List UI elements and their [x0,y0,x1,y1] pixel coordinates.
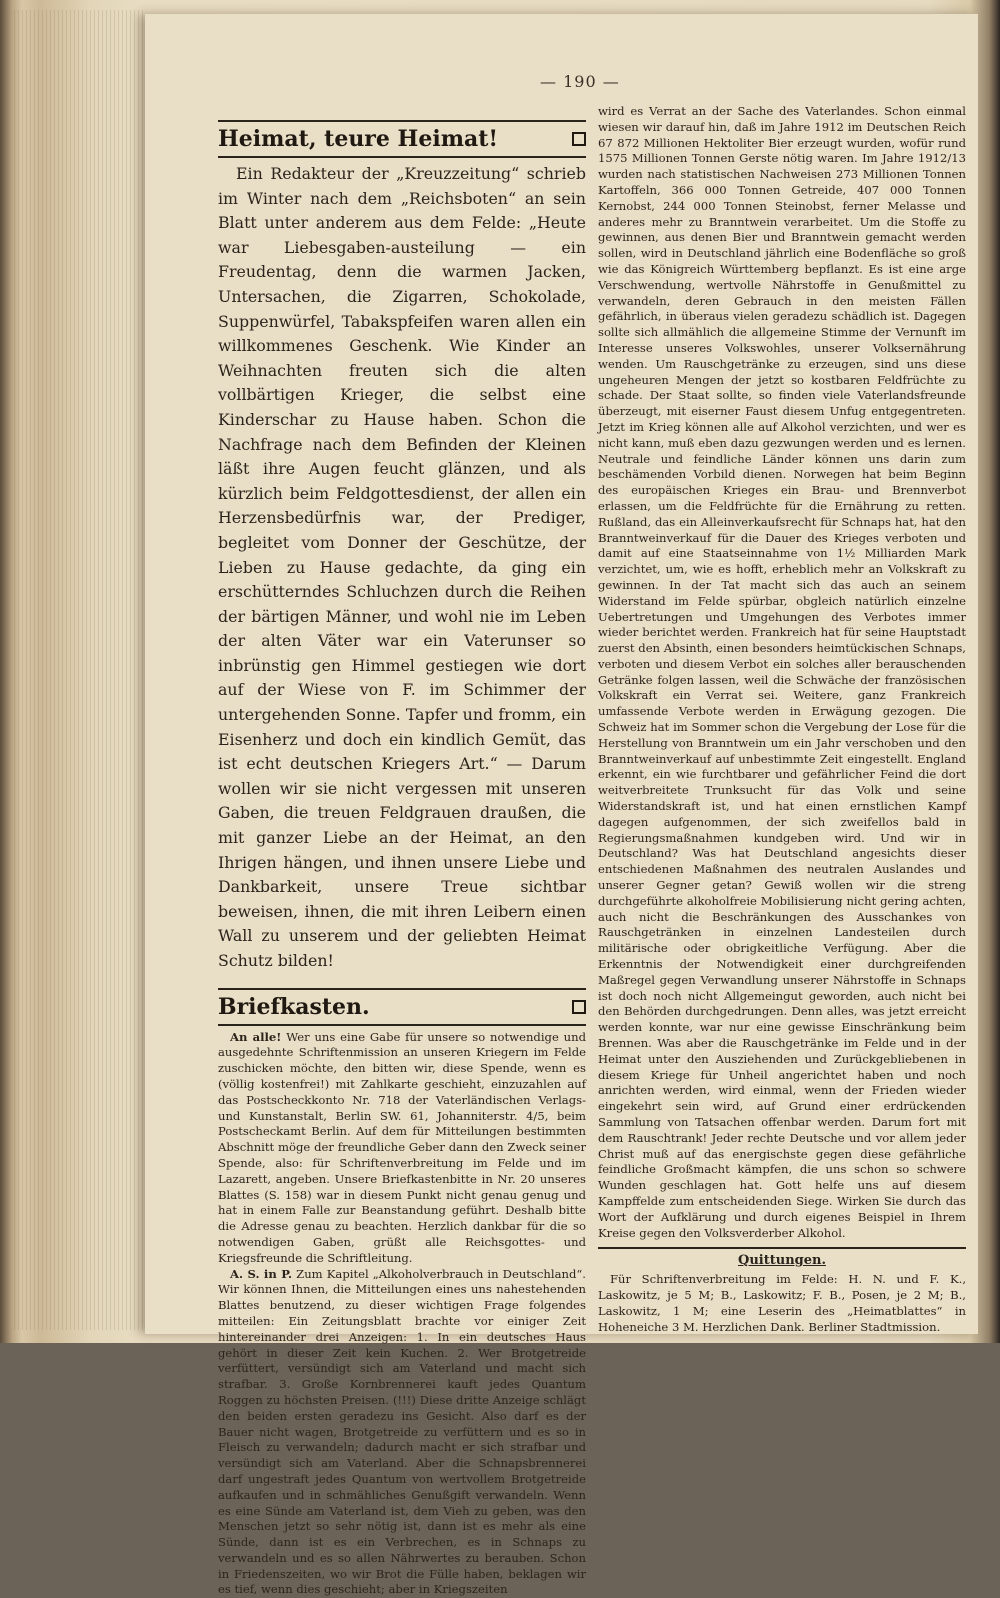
right-column [598,104,966,1336]
article-continuation [598,104,966,1241]
letter-as-in-p [218,1267,586,1598]
divider [218,156,586,158]
divider [218,120,586,122]
letter-lead: An alle! [230,1029,282,1044]
letter-an-alle [218,1030,586,1267]
continuation-text: wird es Verrat an der Sache des Vaterlandes. Schon einmal wiesen wir darauf hin, daß im Jahre 1912 im Deutschen Reich 67 872 Millionen Hektoliter Bier erzeugt wurden, wofür rund 1575 Millionen Tonnen Gerste nötig waren. Im Jahre 1912/13 wurden nach statistischen Nachweisen 273 Millionen Tonnen Kartoffeln, 366 000 Tonnen Getreide, 407 000 Tonnen Kernobst, 244 000 Tonnen Steinobst, ferner Melasse und anderes mehr zu Branntwein verarbeitet. Um die Stoffe zu gewinnen, aus denen Bier und Branntwein gemacht werden sollen, wird in Deutschland jährlich eine Bodenfläche so groß wie das Königreich Württemberg bepflanzt. Es ist eine arge Verschwendung, wertvolle Nährstoffe in Genußmittel zu verwandeln, deren Gebrauch in den meisten Fällen gefährlich, in überaus vielen geradezu schädlich ist. Dagegen sollte sich allmählich die allgemeine Stimme der Vernunft im Interesse unseres Volkswohles, unserer Volksernährung wenden. Um Rauschgetränke zu erzeugen, sind uns diese ungeheuren Mengen der jetzt so kostbaren Feldfrüchte zu schade. Der Staat sollte, so finden viele Vaterlandsfreunde überzeugt, mit eiserner Faust diesem Unfug entgegentreten. Jetzt im Krieg können alle auf Alkohol verzichten, und wer es nicht kann, muß eben dazu gezwungen werden und es lernen. Neutrale und feindliche Länder können uns darin zum beschämenden Vorbild dienen. Norwegen hat beim Beginn des europäischen Krieges ein Brau- und Brennverbot erlassen, um die Feldfrüchte für die Ernährung zu retten. Rußland, das ein Alleinverkaufsrecht für Schnaps hat, hat den Branntweinverkauf für die Dauer des Krieges verboten und damit auf eine Staatseinnahme von 1½ Milliarden Mark verzichtet, um, wie es hofft, erheblich mehr an Volkskraft zu gewinnen. In der Tat macht sich das auch an seinem Widerstand im Felde spürbar, obgleich natürlich einzelne Uebertretungen und Umgehungen des Verbotes immer wieder berichtet werden. Frankreich hat für seine Hauptstadt zuerst den Absinth, einen besonders heimtückischen Schnaps, verboten und diesem Verbot ein solches aller berauschenden Getränke folgen lassen, weil die Schwäche der französischen Volkskraft ein Verrat sei. Weitere, ganz Frankreich umfassende Verbote werden in Erwägung gezogen. Die Schweiz hat im Sommer schon die Vergebung der Lose für die Herstellung von Branntwein um ein Jahr verschoben und den Branntweinverkauf auf unbestimmte Zeit eingestellt. England erkennt, ein wie furchtbarer und gefährlicher Feind die dort weitverbreitete Trunksucht für das Volk und seine Widerstandskraft ist, und hat einen ernstlichen Kampf dagegen aufgenommen, der sich zweifellos bald in Regierungsmaßnahmen kundgeben wird. Und wir in Deutschland? Was hat Deutschland angesichts dieser entschiedenen Maßnahmen des neutralen Auslandes und unserer Gegner getan? Gewiß wollen wir die streng durchgeführte alkoholfreie Mobilisierung nicht gering achten, auch nicht die Beschränkungen des Ausschankes von Rauschgetränken in einzelnen Landesteilen durch militärische oder obrigkeitliche Verfügung. Aber die Erkenntnis der Notwendigkeit einer durchgreifenden Maßregel gegen Verwandlung unserer Nährstoffe in Schnaps ist doch noch nicht Allgemeingut geworden, auch nicht bei den Behörden durchgedrungen. Denn alles, was jetzt erreicht werden konnte, war nur eine gewisse Einschränkung beim Brennen. Was aber die Rauschgetränke im Felde und in der Heimat unter den Ausziehenden und Zurückgebliebenen in diesem Kriege für Unheil angerichtet haben und noch anrichten werden, wird einmal, wenn der Frieden wieder eingekehrt sein wird, auf Grund einer erdrückenden Sammlung von Tatsachen offenbar werden. Darum fort mit dem Rauschtrank! Jeder rechte Deutsche und vor allem jeder Christ muß auf das energischste gegen diese gefährliche feindliche Großmacht kämpfen, die uns schon so schwere Wunden geschlagen hat. Gott helfe uns auf diesem Kampffelde zum entscheidenden Siege. Wirken Sie durch das Wort der Aufklärung und durch eigenes Beispiel in Ihrem Kreise gegen den Volksverderber Alkohol. [598,104,966,1240]
left-column [218,116,586,1598]
quittungen-title: Quittungen. [738,1253,826,1269]
article-title: Heimat, teure Heimat! [218,126,499,152]
briefkasten-body [218,1030,586,1598]
letter-text: Wer uns eine Gabe für unsere so notwendige und ausgedehnte Schriftenmission an unseren Kriegern im Felde zuschicken möchte, den bitten wir, diese Spende, wenn es (völlig kostenfrei!) mit Zahlkarte geschieht, einzuzahlen auf das Postscheckkonto Nr. 718 der Vaterländischen Verlags- und Kunstanstalt, Berlin SW. 61, Johanniterstr. 4/5, beim Postscheckamt Berlin. Auf dem für Mitteilungen bestimmten Abschnitt möge der freundliche Geber dann den Zweck seiner Spende, also: für Schriftenverbreitung im Felde und im Lazarett, angeben. Unsere Briefkastenbitte in Nr. 20 unseres Blattes (S. 158) war in diesem Punkt nicht genau genug und hat in einem Falle zur Beanstandung geführt. Deshalb bitte die Adresse genau zu beachten. Herzlich dankbar für die so notwendigen Gaben, grüßt alle Reichsgottes- und Kriegsfreunde die Schriftleitung. [218,1029,587,1265]
article-heading [218,126,586,152]
divider [598,1247,966,1249]
article-body: Ein Redakteur der „Kreuzzeitung“ schrieb im Winter nach dem „Reichsboten“ an sein Blatt unter anderem aus dem Felde: „Heute war Liebesgaben-austeilung — ein Freudentag, denn die warmen Jacken, Untersachen, die Zigarren, Schokolade, Suppenwürfel, Tabakspfeifen waren allen ein willkommenes Geschenk. Wie Kinder an Weihnachten freuten sich die alten vollbärtigen Krieger, die selbst eine Kinderschar zu Hause haben. Schon die Nachfrage nach dem Befinden der Kleinen läßt ihre Augen feucht glänzen, und als kürzlich beim Feldgottesdienst, der allen ein Herzensbedürfnis war, der Prediger, begleitet vom Donner der Geschütze, der Lieben zu Hause gedachte, da ging ein erschütterndes Schluchzen durch die Reihen der bärtigen Männer, und wohl nie im Leben der alten Väter war ein Vaterunser so inbrünstig gen Himmel gestiegen wie dort auf der Wiese von F. im Schimmer der untergehenden Sonne. Tapfer und fromm, ein Eisenherz und doch ein kindlich Gemüt, das ist echt deutschen Kriegers Art.“ — Darum wollen wir sie nicht vergessen mit unseren Gaben, die treuen Feldgrauen draußen, die mit ganzer Liebe an der Heimat, an den Ihrigen hängen, und ihnen unsere Liebe und Dankbarkeit, unsere Treue sichtbar beweisen, ihnen, die mit ihren Leibern einen Wall zu unserem und der geliebten Heimat Schutz bilden! [218,164,586,970]
divider [218,988,586,990]
briefkasten-heading [218,994,586,1020]
letter-lead: A. S. in P. [230,1266,293,1281]
quittungen-body [598,1272,966,1335]
page-stack [14,10,144,1330]
letter-text: Zum Kapitel „Alkoholverbrauch in Deutschland“. Wir können Ihnen, die Mitteilungen eines uns nahestehenden Blattes benutzend, zu dieser wichtigen Frage folgendes mitteilen: Ein Zeitungsblatt brachte vor einiger Zeit hintereinander drei Anzeigen: 1. In ein deutsches Haus gehört in dieser Zeit kein Kuchen. 2. Wer Brotgetreide verfüttert, versündigt sich am Vaterland und macht sich strafbar. 3. Große Kornbrennerei kauft jedes Quantum Roggen zu höchsten Preisen. (!!!) Diese dritte Anzeige schlägt den beiden ersten geradezu ins Gesicht. Also darf es der Bauer nicht wagen, Brotgetreide zu verfüttern und es so in Fleisch zu verwandeln; dadurch macht er sich strafbar und versündigt sich am Vaterland. Aber die Schnapsbrennerei darf ungestraft jedes Quantum von wertvollem Brotgetreide aufkaufen und in schmähliches Genußgift verwandeln. Wenn es eine Sünde am Vaterland ist, dem Vieh zu geben, was den Menschen jetzt so sehr nötig ist, dann ist es mehr als eine Sünde, dann ist es ein Verbrechen, es in Schnaps zu verwandeln und es so allen Nährwertes zu berauben. Schon in Friedenszeiten, wo wir Brot die Fülle haben, beklagen wir es tief, wenn dies geschieht; aber in Kriegszeiten [218,1266,586,1597]
page-number: — 190 — [540,72,620,91]
briefkasten-title: Briefkasten. [218,993,370,1020]
square-ornament-icon [572,1000,586,1014]
square-ornament-icon [572,132,586,146]
divider [218,1024,586,1026]
quittungen-text: Für Schriftenverbreitung im Felde: H. N. und F. K., Laskowitz, je 5 M; B., Laskowitz; F. B., Posen, je 2 M; B., Laskowitz, 1 M; eine Leserin des „Heimatblattes“ in Hoheneiche 3 M. Herzlichen Dank. Berliner Stadtmission. [598,1272,966,1334]
